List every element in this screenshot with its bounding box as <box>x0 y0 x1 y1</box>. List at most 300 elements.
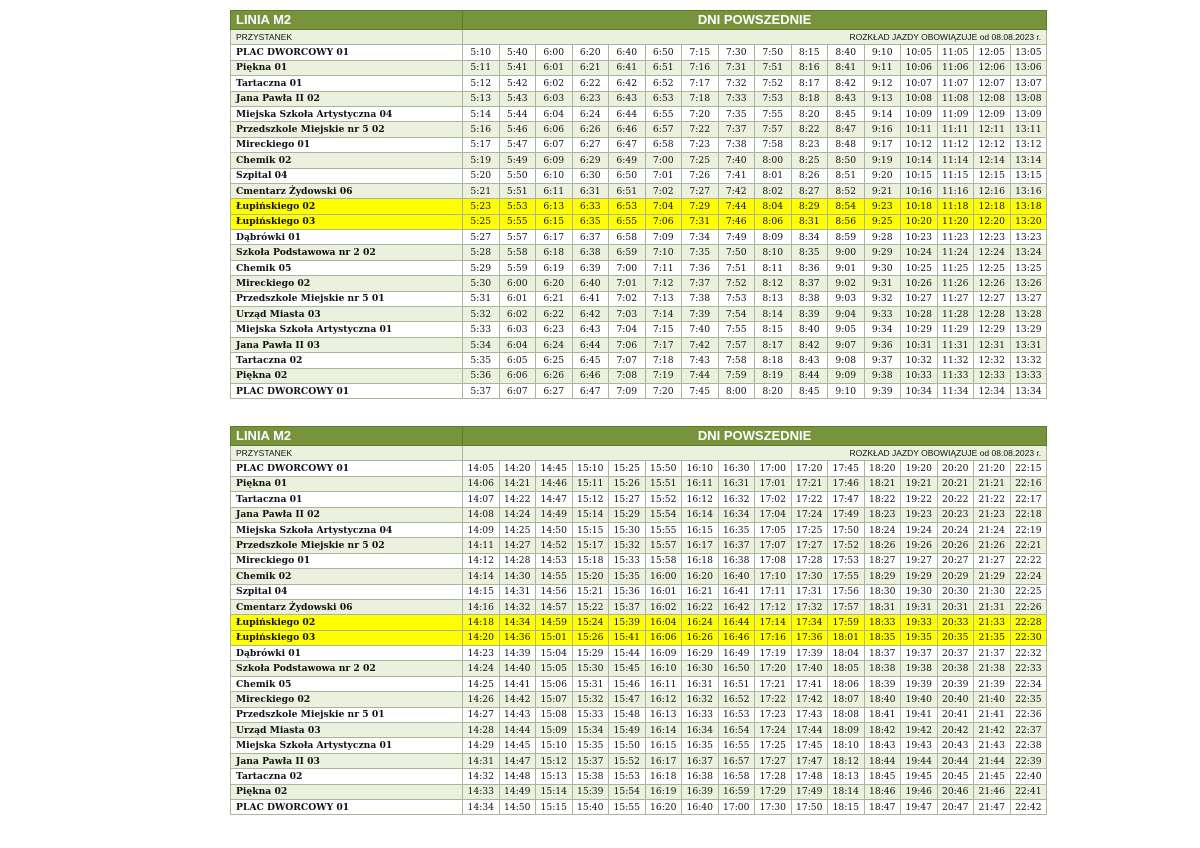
departure-time: 22:40 <box>1010 769 1047 784</box>
departure-time: 15:54 <box>609 784 646 799</box>
departure-time: 17:27 <box>791 538 828 553</box>
departure-time: 16:17 <box>645 753 682 768</box>
departure-time: 12:33 <box>974 368 1011 383</box>
departure-time: 8:29 <box>791 199 828 214</box>
table-row <box>231 769 1047 784</box>
departure-time: 6:26 <box>536 368 573 383</box>
departure-time: 18:09 <box>828 723 865 738</box>
departure-time: 21:46 <box>974 784 1011 799</box>
departure-time: 5:21 <box>463 183 500 198</box>
departure-time: 10:25 <box>901 260 938 275</box>
departure-time: 15:41 <box>609 630 646 645</box>
departure-time: 14:50 <box>499 799 536 814</box>
departure-time: 6:44 <box>609 106 646 121</box>
departure-time: 17:02 <box>755 492 792 507</box>
departure-time: 7:59 <box>718 368 755 383</box>
day-type-title: DNI POWSZEDNIE <box>463 427 1047 446</box>
departure-time: 19:20 <box>901 461 938 476</box>
departure-time: 13:16 <box>1010 183 1047 198</box>
departure-time: 14:21 <box>499 476 536 491</box>
departure-time: 8:34 <box>791 230 828 245</box>
departure-time: 13:29 <box>1010 322 1047 337</box>
table-row <box>231 183 1047 198</box>
departure-time: 8:40 <box>791 322 828 337</box>
departure-time: 12:23 <box>974 230 1011 245</box>
departure-time: 11:07 <box>937 76 974 91</box>
departure-time: 16:49 <box>718 646 755 661</box>
departure-time: 18:31 <box>864 599 901 614</box>
departure-time: 9:17 <box>864 137 901 152</box>
departure-time: 19:22 <box>901 492 938 507</box>
departure-time: 5:30 <box>463 276 500 291</box>
departure-time: 8:10 <box>755 245 792 260</box>
departure-time: 17:12 <box>755 599 792 614</box>
departure-time: 16:10 <box>682 461 719 476</box>
departure-time: 7:09 <box>609 383 646 398</box>
departure-time: 7:16 <box>682 60 719 75</box>
departure-time: 20:26 <box>937 538 974 553</box>
departure-time: 7:20 <box>682 106 719 121</box>
departure-time: 5:44 <box>499 106 536 121</box>
departure-time: 5:31 <box>463 291 500 306</box>
departure-time: 17:22 <box>755 692 792 707</box>
departure-time: 5:12 <box>463 76 500 91</box>
departure-time: 14:32 <box>463 769 500 784</box>
departure-time: 17:24 <box>791 507 828 522</box>
departure-time: 14:07 <box>463 492 500 507</box>
departure-time: 11:25 <box>937 260 974 275</box>
departure-time: 7:08 <box>609 368 646 383</box>
departure-time: 13:12 <box>1010 137 1047 152</box>
departure-time: 21:29 <box>974 569 1011 584</box>
departure-time: 5:53 <box>499 199 536 214</box>
departure-time: 10:28 <box>901 307 938 322</box>
departure-time: 14:57 <box>536 599 573 614</box>
departure-time: 18:43 <box>864 738 901 753</box>
table-row <box>231 476 1047 491</box>
departure-time: 22:34 <box>1010 676 1047 691</box>
departure-time: 14:23 <box>463 646 500 661</box>
departure-time: 16:39 <box>682 784 719 799</box>
departure-time: 18:14 <box>828 784 865 799</box>
departure-time: 10:08 <box>901 91 938 106</box>
departure-time: 12:06 <box>974 60 1011 75</box>
departure-time: 15:11 <box>572 476 609 491</box>
departure-time: 20:27 <box>937 553 974 568</box>
departure-time: 13:23 <box>1010 230 1047 245</box>
departure-time: 13:15 <box>1010 168 1047 183</box>
departure-time: 16:54 <box>718 723 755 738</box>
departure-time: 6:27 <box>536 383 573 398</box>
table-row <box>231 368 1047 383</box>
departure-time: 16:32 <box>718 492 755 507</box>
departure-time: 17:55 <box>828 569 865 584</box>
departure-time: 8:16 <box>791 60 828 75</box>
departure-time: 20:37 <box>937 646 974 661</box>
stop-name: Miejska Szkoła Artystyczna 04 <box>231 522 463 537</box>
departure-time: 22:21 <box>1010 538 1047 553</box>
stop-name: Mireckiego 01 <box>231 553 463 568</box>
departure-time: 21:41 <box>974 707 1011 722</box>
departure-time: 8:11 <box>755 260 792 275</box>
departure-time: 11:26 <box>937 276 974 291</box>
departure-time: 9:12 <box>864 76 901 91</box>
departure-time: 16:15 <box>645 738 682 753</box>
departure-time: 15:10 <box>572 461 609 476</box>
departure-time: 5:57 <box>499 230 536 245</box>
departure-time: 13:14 <box>1010 153 1047 168</box>
departure-time: 9:33 <box>864 307 901 322</box>
departure-time: 19:35 <box>901 630 938 645</box>
departure-time: 16:11 <box>682 476 719 491</box>
departure-time: 14:50 <box>536 522 573 537</box>
departure-time: 17:57 <box>828 599 865 614</box>
departure-time: 9:16 <box>864 122 901 137</box>
departure-time: 11:24 <box>937 245 974 260</box>
departure-time: 20:40 <box>937 692 974 707</box>
departure-time: 15:01 <box>536 630 573 645</box>
departure-time: 9:11 <box>864 60 901 75</box>
departure-time: 8:02 <box>755 183 792 198</box>
departure-time: 14:25 <box>499 522 536 537</box>
departure-time: 9:07 <box>828 337 865 352</box>
departure-time: 12:05 <box>974 45 1011 60</box>
departure-time: 20:38 <box>937 661 974 676</box>
departure-time: 14:34 <box>463 799 500 814</box>
departure-time: 15:49 <box>609 723 646 738</box>
departure-time: 16:14 <box>645 723 682 738</box>
table-row <box>231 553 1047 568</box>
stop-name: Miejska Szkoła Artystyczna 01 <box>231 322 463 337</box>
departure-time: 6:57 <box>645 122 682 137</box>
stop-name: Chemik 02 <box>231 153 463 168</box>
validity-note: ROZKŁAD JAZDY OBOWIĄZUJE od 08.08.2023 r. <box>463 446 1047 461</box>
stop-name: Przedszkole Miejskie nr 5 02 <box>231 122 463 137</box>
departure-time: 8:19 <box>755 368 792 383</box>
table-row <box>231 661 1047 676</box>
departure-time: 14:20 <box>463 630 500 645</box>
departure-time: 17:47 <box>791 753 828 768</box>
departure-time: 8:51 <box>828 168 865 183</box>
departure-time: 19:27 <box>901 553 938 568</box>
departure-time: 17:11 <box>755 584 792 599</box>
departure-time: 15:13 <box>536 769 573 784</box>
departure-time: 15:37 <box>609 599 646 614</box>
departure-time: 16:19 <box>645 784 682 799</box>
departure-time: 13:25 <box>1010 260 1047 275</box>
departure-time: 13:26 <box>1010 276 1047 291</box>
departure-time: 8:56 <box>828 214 865 229</box>
departure-time: 5:51 <box>499 183 536 198</box>
departure-time: 7:02 <box>609 291 646 306</box>
departure-time: 15:58 <box>645 553 682 568</box>
departure-time: 8:20 <box>755 383 792 398</box>
departure-time: 6:24 <box>572 106 609 121</box>
departure-time: 19:33 <box>901 615 938 630</box>
departure-time: 7:03 <box>609 307 646 322</box>
table-row <box>231 291 1047 306</box>
stop-name: Miejska Szkoła Artystyczna 01 <box>231 738 463 753</box>
departure-time: 14:31 <box>499 584 536 599</box>
table-row <box>231 723 1047 738</box>
departure-time: 12:31 <box>974 337 1011 352</box>
departure-time: 10:34 <box>901 383 938 398</box>
departure-time: 7:01 <box>609 276 646 291</box>
departure-time: 6:21 <box>572 60 609 75</box>
departure-time: 9:34 <box>864 322 901 337</box>
departure-time: 6:09 <box>536 153 573 168</box>
departure-time: 16:59 <box>718 784 755 799</box>
departure-time: 10:29 <box>901 322 938 337</box>
departure-time: 13:33 <box>1010 368 1047 383</box>
departure-time: 7:34 <box>682 230 719 245</box>
departure-time: 17:21 <box>791 476 828 491</box>
departure-time: 15:29 <box>572 646 609 661</box>
departure-time: 15:51 <box>645 476 682 491</box>
departure-time: 18:40 <box>864 692 901 707</box>
departure-time: 8:50 <box>828 153 865 168</box>
departure-time: 22:33 <box>1010 661 1047 676</box>
stop-name: Szpital 04 <box>231 168 463 183</box>
departure-time: 20:22 <box>937 492 974 507</box>
departure-time: 6:23 <box>572 91 609 106</box>
departure-time: 5:50 <box>499 168 536 183</box>
timetable-afternoon <box>230 426 1047 815</box>
departure-time: 16:10 <box>645 661 682 676</box>
departure-time: 22:30 <box>1010 630 1047 645</box>
departure-time: 8:20 <box>791 106 828 121</box>
departure-time: 18:35 <box>864 630 901 645</box>
departure-time: 6:19 <box>536 260 573 275</box>
departure-time: 21:47 <box>974 799 1011 814</box>
departure-time: 5:34 <box>463 337 500 352</box>
stop-name: Łupińskiego 02 <box>231 199 463 214</box>
stop-column-header: PRZYSTANEK <box>231 446 463 461</box>
departure-time: 7:46 <box>718 214 755 229</box>
departure-time: 6:43 <box>609 91 646 106</box>
stop-name: Urząd Miasta 03 <box>231 723 463 738</box>
departure-time: 17:23 <box>755 707 792 722</box>
departure-time: 9:04 <box>828 307 865 322</box>
table-row <box>231 492 1047 507</box>
departure-time: 20:35 <box>937 630 974 645</box>
departure-time: 11:33 <box>937 368 974 383</box>
departure-time: 15:20 <box>572 569 609 584</box>
departure-time: 9:38 <box>864 368 901 383</box>
departure-time: 6:42 <box>572 307 609 322</box>
departure-time: 6:40 <box>609 45 646 60</box>
departure-time: 12:29 <box>974 322 1011 337</box>
header-row <box>231 11 1047 30</box>
table-row <box>231 507 1047 522</box>
departure-time: 15:48 <box>609 707 646 722</box>
departure-time: 15:29 <box>609 507 646 522</box>
departure-time: 7:29 <box>682 199 719 214</box>
departure-time: 14:47 <box>536 492 573 507</box>
departure-time: 10:07 <box>901 76 938 91</box>
departure-time: 20:20 <box>937 461 974 476</box>
stop-column-header: PRZYSTANEK <box>231 30 463 45</box>
departure-time: 18:26 <box>864 538 901 553</box>
departure-time: 19:21 <box>901 476 938 491</box>
departure-time: 7:52 <box>755 76 792 91</box>
departure-time: 21:24 <box>974 522 1011 537</box>
departure-time: 8:17 <box>791 76 828 91</box>
departure-time: 15:30 <box>609 522 646 537</box>
departure-time: 16:14 <box>682 507 719 522</box>
departure-time: 16:24 <box>682 615 719 630</box>
departure-time: 5:37 <box>463 383 500 398</box>
departure-time: 14:06 <box>463 476 500 491</box>
departure-time: 16:17 <box>682 538 719 553</box>
subheader-row <box>231 446 1047 461</box>
departure-time: 15:27 <box>609 492 646 507</box>
departure-time: 12:18 <box>974 199 1011 214</box>
departure-time: 13:32 <box>1010 353 1047 368</box>
departure-time: 17:42 <box>791 692 828 707</box>
departure-time: 8:47 <box>828 122 865 137</box>
departure-time: 20:41 <box>937 707 974 722</box>
departure-time: 14:16 <box>463 599 500 614</box>
departure-time: 7:40 <box>718 153 755 168</box>
departure-time: 10:32 <box>901 353 938 368</box>
departure-time: 21:20 <box>974 461 1011 476</box>
departure-time: 17:27 <box>755 753 792 768</box>
departure-time: 17:21 <box>755 676 792 691</box>
departure-time: 8:01 <box>755 168 792 183</box>
departure-time: 11:18 <box>937 199 974 214</box>
departure-time: 7:37 <box>718 122 755 137</box>
departure-time: 6:35 <box>572 214 609 229</box>
departure-time: 18:05 <box>828 661 865 676</box>
departure-time: 9:31 <box>864 276 901 291</box>
departure-time: 8:59 <box>828 230 865 245</box>
departure-time: 5:16 <box>463 122 500 137</box>
departure-time: 13:06 <box>1010 60 1047 75</box>
departure-time: 19:47 <box>901 799 938 814</box>
departure-time: 5:17 <box>463 137 500 152</box>
stop-name: Mireckiego 01 <box>231 137 463 152</box>
departure-time: 8:06 <box>755 214 792 229</box>
departure-time: 15:32 <box>572 692 609 707</box>
departure-time: 15:18 <box>572 553 609 568</box>
departure-time: 10:09 <box>901 106 938 121</box>
table-row <box>231 153 1047 168</box>
departure-time: 5:40 <box>499 45 536 60</box>
departure-time: 17:49 <box>828 507 865 522</box>
departure-time: 6:58 <box>645 137 682 152</box>
line-title: LINIA M2 <box>231 427 463 446</box>
departure-time: 16:31 <box>682 676 719 691</box>
validity-note: ROZKŁAD JAZDY OBOWIĄZUJE od 08.08.2023 r. <box>463 30 1047 45</box>
departure-time: 17:16 <box>755 630 792 645</box>
departure-time: 8:12 <box>755 276 792 291</box>
departure-time: 22:42 <box>1010 799 1047 814</box>
departure-time: 5:59 <box>499 260 536 275</box>
departure-time: 16:55 <box>718 738 755 753</box>
departure-time: 15:46 <box>609 676 646 691</box>
departure-time: 16:06 <box>645 630 682 645</box>
departure-time: 18:13 <box>828 769 865 784</box>
departure-time: 16:44 <box>718 615 755 630</box>
departure-time: 20:42 <box>937 723 974 738</box>
departure-time: 18:39 <box>864 676 901 691</box>
departure-time: 6:44 <box>572 337 609 352</box>
departure-time: 6:51 <box>645 60 682 75</box>
departure-time: 22:24 <box>1010 569 1047 584</box>
departure-time: 6:59 <box>609 245 646 260</box>
departure-time: 14:59 <box>536 615 573 630</box>
table-row <box>231 630 1047 645</box>
departure-time: 17:45 <box>828 461 865 476</box>
stop-name: Mireckiego 02 <box>231 692 463 707</box>
departure-time: 10:15 <box>901 168 938 183</box>
departure-time: 15:36 <box>609 584 646 599</box>
departure-time: 15:47 <box>609 692 646 707</box>
departure-time: 8:41 <box>828 60 865 75</box>
departure-time: 12:09 <box>974 106 1011 121</box>
departure-time: 7:41 <box>718 168 755 183</box>
departure-time: 19:24 <box>901 522 938 537</box>
departure-time: 6:06 <box>499 368 536 383</box>
departure-time: 16:46 <box>718 630 755 645</box>
departure-time: 20:31 <box>937 599 974 614</box>
departure-time: 16:58 <box>718 769 755 784</box>
departure-time: 7:32 <box>718 76 755 91</box>
departure-time: 15:35 <box>609 569 646 584</box>
table-row <box>231 122 1047 137</box>
departure-time: 17:00 <box>755 461 792 476</box>
departure-time: 7:52 <box>718 276 755 291</box>
departure-time: 22:17 <box>1010 492 1047 507</box>
departure-time: 6:53 <box>609 199 646 214</box>
departure-time: 14:47 <box>499 753 536 768</box>
departure-time: 7:57 <box>718 337 755 352</box>
departure-time: 17:43 <box>791 707 828 722</box>
departure-time: 17:49 <box>791 784 828 799</box>
departure-time: 7:54 <box>718 307 755 322</box>
departure-time: 16:38 <box>718 553 755 568</box>
departure-time: 6:06 <box>536 122 573 137</box>
departure-time: 18:23 <box>864 507 901 522</box>
departure-time: 14:48 <box>499 769 536 784</box>
departure-time: 22:28 <box>1010 615 1047 630</box>
departure-time: 5:49 <box>499 153 536 168</box>
departure-time: 9:32 <box>864 291 901 306</box>
departure-time: 12:11 <box>974 122 1011 137</box>
departure-time: 8:23 <box>791 137 828 152</box>
departure-time: 9:19 <box>864 153 901 168</box>
stop-name: PLAC DWORCOWY 01 <box>231 45 463 60</box>
departure-time: 14:18 <box>463 615 500 630</box>
departure-time: 8:17 <box>755 337 792 352</box>
departure-time: 15:22 <box>572 599 609 614</box>
stop-name: Szpital 04 <box>231 584 463 599</box>
departure-time: 21:22 <box>974 492 1011 507</box>
table-row <box>231 799 1047 814</box>
departure-time: 14:24 <box>463 661 500 676</box>
departure-time: 15:32 <box>609 538 646 553</box>
departure-time: 17:10 <box>755 569 792 584</box>
departure-time: 6:05 <box>499 353 536 368</box>
departure-time: 16:29 <box>682 646 719 661</box>
departure-time: 7:38 <box>718 137 755 152</box>
departure-time: 10:06 <box>901 60 938 75</box>
departure-time: 9:14 <box>864 106 901 121</box>
departure-time: 6:03 <box>536 91 573 106</box>
departure-time: 21:30 <box>974 584 1011 599</box>
departure-time: 15:12 <box>572 492 609 507</box>
